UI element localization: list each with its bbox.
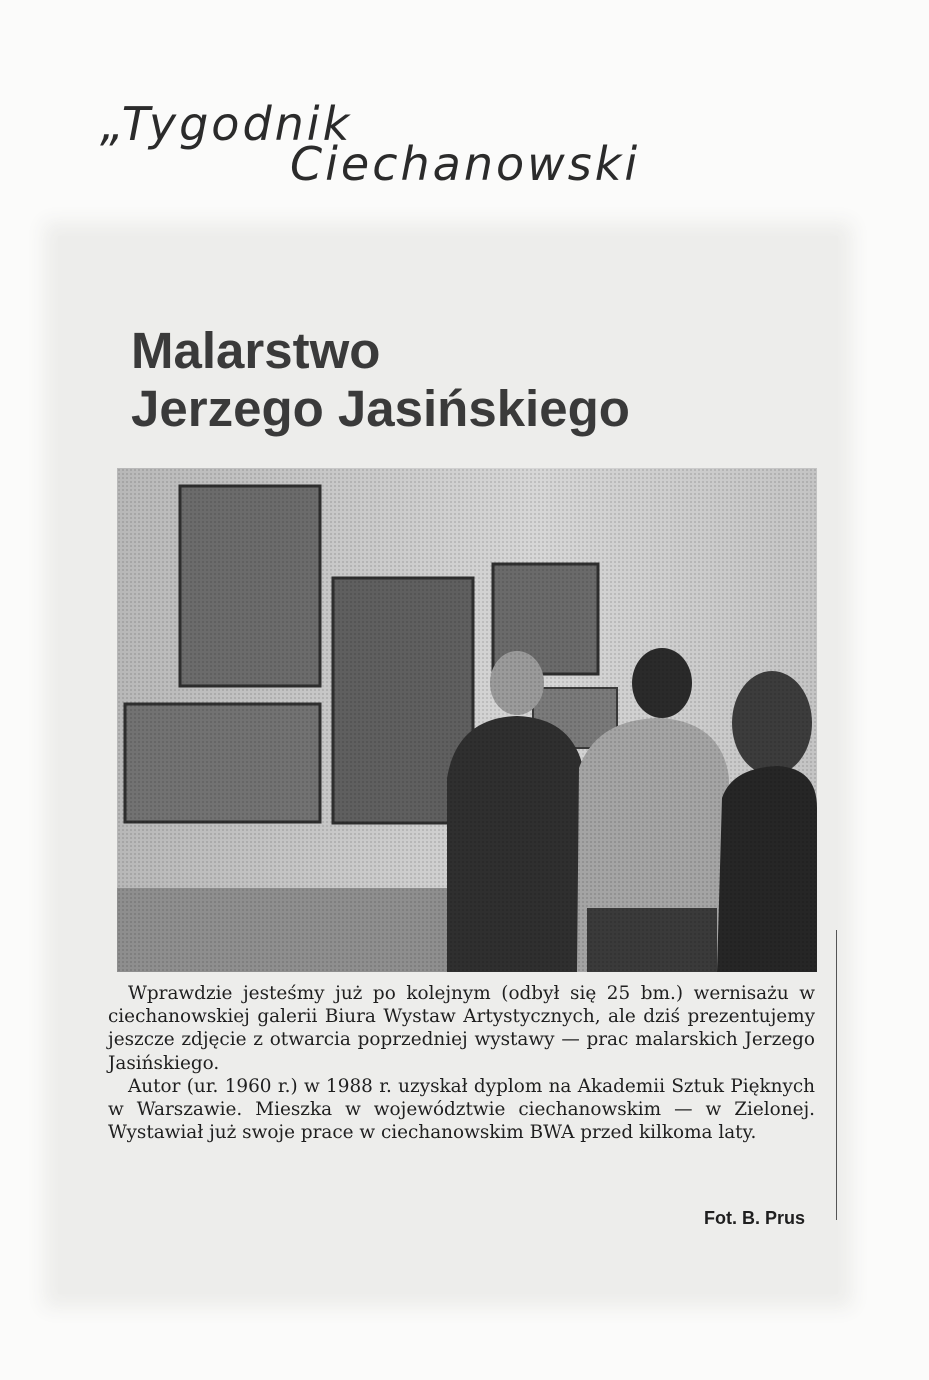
- article-paragraph-2: Autor (ur. 1960 r.) w 1988 r. uzyskał dyplom na Akademii Sztuk Pięknych w Warszawie. Mieszka w województwie ciechanowskim — w Zielonej. Wystawiał już swoje prace w ciechanowskim BWA przed kilkoma laty.: [108, 1075, 815, 1144]
- article-paragraph-1: Wprawdzie jesteśmy już po kolejnym (odbył się 25 bm.) wernisażu w ciechanowskiej galerii Biura Wystaw Artystycznych, ale dziś prezentujemy jeszcze zdjęcie z otwarcia poprzedniej wystawy — prac malarskich Jerzego Jasińskiego.: [108, 983, 815, 1074]
- handwritten-note: [80, 50, 640, 220]
- gallery-photo: [117, 468, 817, 972]
- article-body: [108, 982, 815, 1144]
- handwritten-note-line1: „Tygodnik: [100, 97, 353, 151]
- headline-line1: Malarstwo: [131, 322, 381, 379]
- halftone-overlay: [117, 468, 817, 972]
- column-rule: [836, 930, 837, 1220]
- gallery-photo-illustration: [117, 468, 817, 972]
- headline-line2: Jerzego Jasińskiego: [131, 380, 630, 437]
- handwritten-note-line2: Ciechanowski”: [290, 137, 640, 191]
- article-headline: [131, 322, 630, 438]
- handwritten-note-svg: [80, 50, 640, 220]
- photo-credit: Fot. B. Prus: [703, 1208, 805, 1228]
